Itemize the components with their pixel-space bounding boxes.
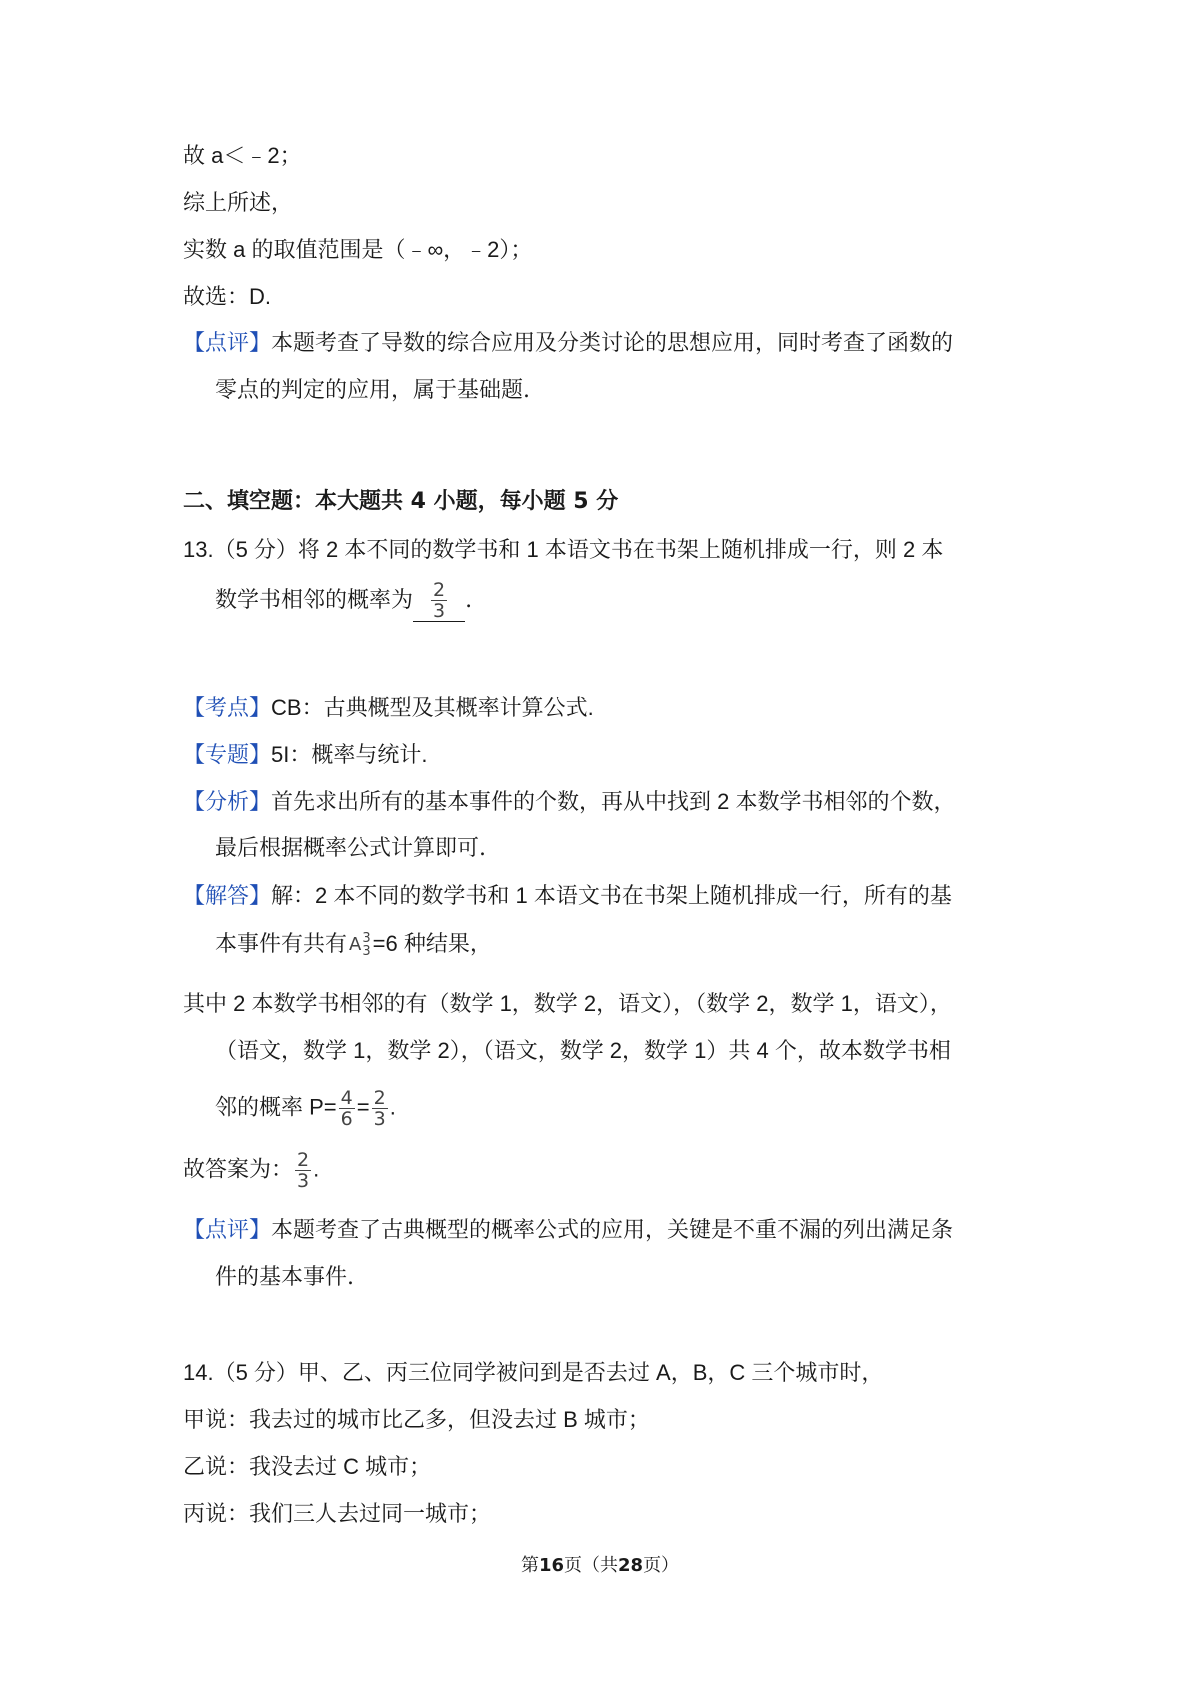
section-heading: 二、填空题：本大题共 4 小题，每小题 5 分 (183, 489, 619, 514)
question-stem: 14.（5 分）甲、乙、丙三位同学被问到是否去过 A，B，C 三个城市时， (183, 1360, 884, 1385)
footer-text: 页（共 (564, 1555, 618, 1576)
perm-sup: 3 (362, 931, 371, 947)
jieda-line (183, 880, 952, 912)
denominator: 3 (297, 1170, 310, 1192)
fraction (295, 1150, 311, 1191)
text-span: . (313, 1156, 320, 1182)
review-text: 本题考查了古典概型的概率公式的应用，关键是不重不漏的列出满足条 (271, 1218, 954, 1243)
page-number: 16 (538, 1555, 564, 1576)
denominator: 6 (340, 1108, 353, 1130)
text-span: . (389, 1094, 396, 1120)
stem-text: 数学书相邻的概率为 (215, 588, 414, 613)
total-pages: 28 (618, 1555, 644, 1576)
prob-line (215, 1088, 396, 1129)
footer-text: 第 (520, 1555, 539, 1576)
denominator: 3 (373, 1108, 386, 1130)
zhuanti-text: 5I：概率与统计. (271, 742, 428, 767)
text-line: （语文，数学 1，数学 2），（语文，数学 2，数学 1）共 4 个，故本数学书相 (215, 1038, 951, 1063)
stem-end: . (465, 588, 473, 613)
zhuanti-line (183, 739, 427, 771)
answer-blank (413, 580, 465, 622)
numerator: 2 (297, 1149, 310, 1171)
question-stem: 13.（5 分）将 2 本不同的数学书和 1 本语文书在书架上随机排成一行，则 2 本 (183, 537, 944, 562)
review-line (183, 1215, 953, 1247)
text-line: 故 a＜﹣2； (183, 143, 302, 168)
text-line: 零点的判定的应用，属于基础题. (215, 378, 530, 403)
kaodian-line (183, 692, 594, 724)
perm-sub: 3 (362, 944, 371, 960)
text-line: 最后根据概率公式计算即可. (215, 836, 486, 861)
fraction (339, 1088, 355, 1129)
text-span: =6 种结果， (372, 931, 492, 956)
text-line: 其中 2 本数学书相邻的有（数学 1，数学 2，语文），（数学 2，数学 1，语文）， (183, 991, 952, 1016)
fenxi-tag: 【分析】 (183, 789, 272, 814)
review-tag: 【点评】 (183, 331, 272, 356)
jieda-tag: 【解答】 (183, 883, 272, 908)
zhuanti-tag: 【专题】 (183, 742, 272, 767)
text-line: 甲说：我去过的城市比乙多，但没去过 B 城市； (183, 1407, 650, 1432)
numerator: 2 (433, 579, 446, 601)
text-line: 实数 a 的取值范围是（﹣∞，﹣2）； (183, 237, 533, 262)
text-line: 故选：D. (183, 284, 272, 309)
review-line (183, 328, 953, 360)
text-span: 故答案为： (183, 1156, 294, 1182)
question-stem-cont (215, 580, 472, 622)
answer-fraction (431, 580, 447, 621)
permutation-symbol (349, 929, 371, 961)
kaodian-text: CB：古典概型及其概率计算公式. (271, 695, 594, 720)
final-answer-line (183, 1150, 319, 1191)
numerator: 4 (340, 1087, 353, 1109)
kaodian-tag: 【考点】 (183, 695, 272, 720)
review-text: 本题考查了导数的综合应用及分类讨论的思想应用，同时考查了函数的 (271, 331, 954, 356)
fenxi-line (183, 786, 955, 818)
numerator: 2 (373, 1087, 386, 1109)
review-tag: 【点评】 (183, 1218, 272, 1243)
text-line: 件的基本事件. (215, 1265, 354, 1290)
text-span: 邻的概率 P= (215, 1094, 337, 1120)
denominator: 3 (433, 600, 446, 622)
page-footer (0, 1554, 1200, 1578)
text-line: 丙说：我们三人去过同一城市； (183, 1501, 492, 1526)
fenxi-text: 首先求出所有的基本事件的个数，再从中找到 2 本数学书相邻的个数， (271, 789, 956, 814)
perm-base: A (349, 934, 362, 956)
fraction (372, 1088, 388, 1129)
jieda-cont (215, 928, 492, 961)
text-line: 综上所述， (183, 190, 294, 215)
footer-text: 页） (643, 1555, 680, 1576)
jieda-text: 解：2 本不同的数学书和 1 本语文书在书架上随机排成一行，所有的基 (271, 883, 952, 908)
text-span: 本事件有共有 (215, 931, 348, 956)
equals: = (356, 1094, 370, 1120)
text-line: 乙说：我没去过 C 城市； (183, 1454, 432, 1479)
